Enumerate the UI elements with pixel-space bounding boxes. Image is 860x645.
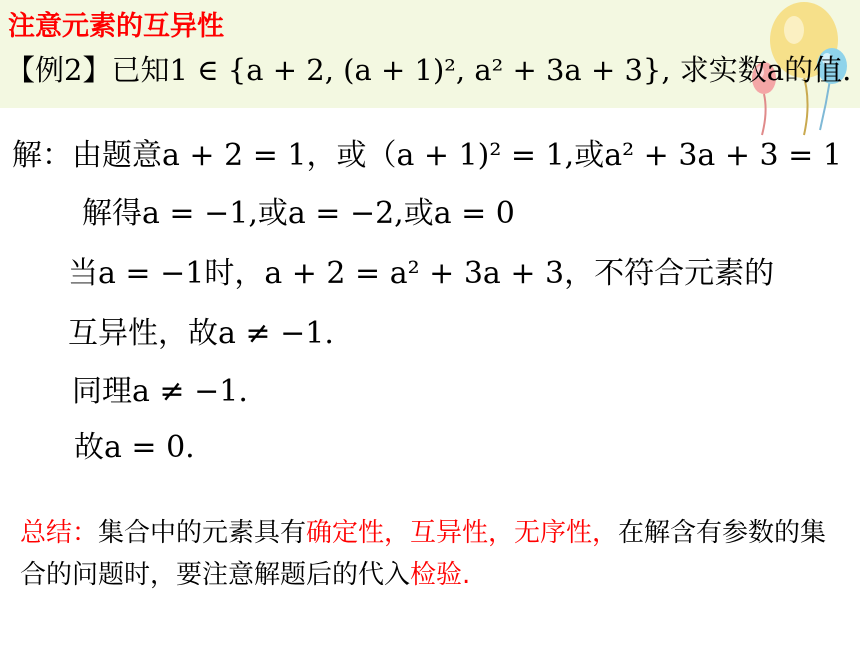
solution-line-2: 解得a = −1,或a = −2,或a = 0: [82, 196, 515, 231]
summary-highlight-1: 确定性，互异性，无序性，: [306, 518, 619, 548]
solution-line-4: 互异性，故a ≠ −1.: [68, 316, 334, 351]
example-problem: 【例2】已知1 ∈ {a + 2, (a + 1)², a² + 3a + 3}, 求实数a的值.: [6, 53, 852, 87]
summary-part-2: 在解含有参数的集合的问题时，要注意解题后的代入: [20, 518, 827, 590]
summary-part-1: 集合中的元素具有: [98, 518, 307, 548]
page-title: 注意元素的互异性: [8, 11, 224, 42]
solution-line-5: 同理a ≠ −1.: [72, 374, 248, 409]
summary-highlight-2: 检验.: [410, 560, 471, 590]
solution-line-1: 解：由题意a + 2 = 1，或（a + 1)² = 1,或a² + 3a + 3 = 1: [12, 138, 842, 173]
solution-line-3: 当a = −1时，a + 2 = a² + 3a + 3，不符合元素的: [68, 256, 775, 291]
summary-text: [20, 512, 840, 596]
solution-line-6: 故a = 0.: [74, 430, 195, 465]
summary-lead: 总结：: [20, 518, 99, 548]
